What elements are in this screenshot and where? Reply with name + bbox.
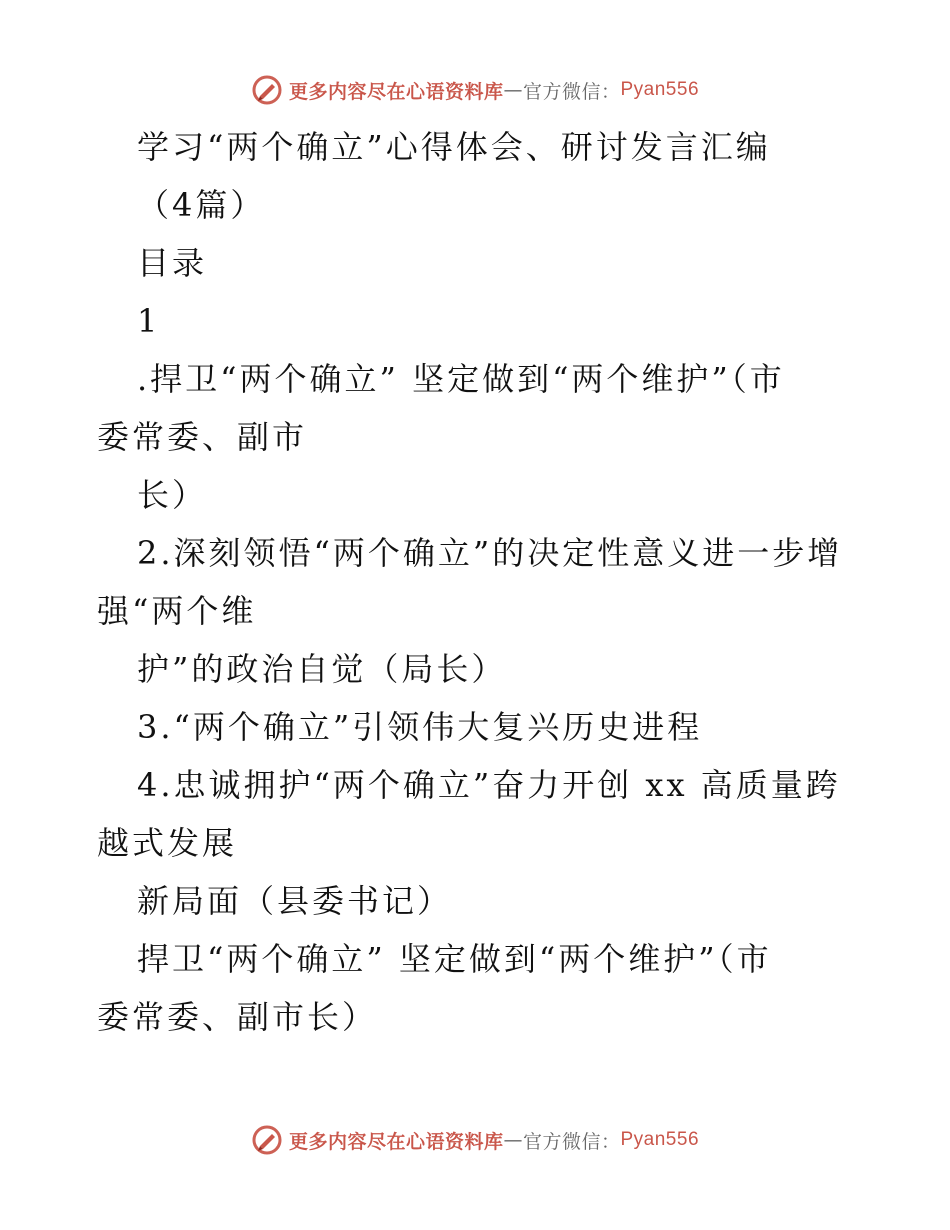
watermark-dash: — [503, 79, 523, 101]
document-body [97, 118, 857, 1046]
toc-item-3: 3.“两个确立”引领伟大复兴历史进程 [137, 708, 703, 746]
document-title: 学习“两个确立”心得体会、研讨发言汇编 [137, 128, 771, 166]
toc-number: 1 [137, 302, 161, 340]
toc-item-2-end: 护”的政治自觉（局长） [137, 650, 507, 688]
toc-item-2: 2.深刻领悟“两个确立”的决定性意义进一步增 [137, 534, 843, 572]
article-title: 捍卫“两个确立” 坚定做到“两个维护”（市 [137, 940, 772, 978]
watermark-wechat-label: 官方微信： [522, 80, 621, 103]
watermark-wechat-label: 官方微信： [522, 1130, 621, 1153]
toc-item-4: 4.忠诚拥护“两个确立”奋力开创 xx 高质量跨 [137, 766, 841, 804]
watermark-dash: — [503, 1129, 523, 1151]
watermark-site: 更多内容尽在心语资料库 [288, 80, 504, 103]
toc-item-1-end: 长） [137, 476, 208, 514]
toc-item-1-continued: 委常委、副市 [97, 418, 308, 456]
article-title-continued: 委常委、副市长） [97, 998, 378, 1036]
toc-item-4-continued: 越式发展 [97, 824, 238, 862]
watermark-wechat-id: Pyan556 [620, 79, 700, 100]
footer-watermark [0, 1120, 950, 1160]
header-watermark [0, 70, 950, 110]
document-title-count: （4篇） [137, 186, 266, 224]
toc-heading: 目录 [137, 244, 208, 282]
toc-item-2-continued: 强“两个维 [97, 592, 257, 630]
toc-item-1: .捍卫“两个确立” 坚定做到“两个维护”（市 [137, 360, 785, 398]
watermark-wechat-id: Pyan556 [620, 1129, 700, 1150]
toc-item-4-end: 新局面（县委书记） [137, 882, 453, 920]
logo-icon [251, 1124, 283, 1156]
logo-icon [251, 74, 283, 106]
watermark-site: 更多内容尽在心语资料库 [288, 1130, 504, 1153]
